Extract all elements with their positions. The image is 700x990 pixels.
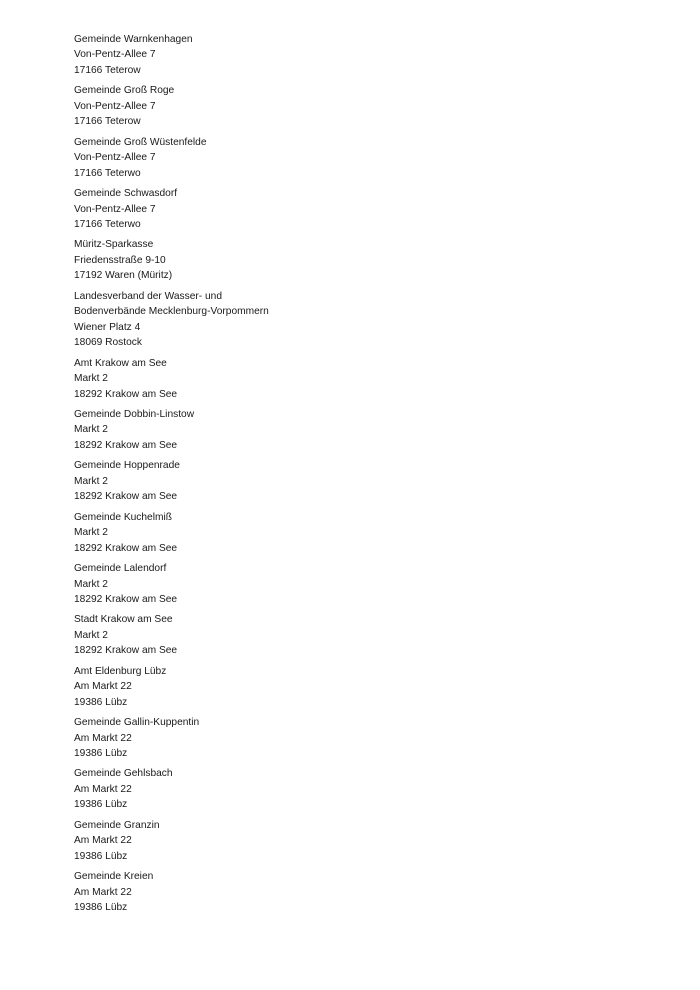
address-line: 19386 Lübz xyxy=(74,850,128,862)
address-line: 18292 Krakow am See xyxy=(74,593,178,605)
address-entry xyxy=(74,237,634,283)
address-list xyxy=(74,32,634,921)
address-recipient: Müritz-Sparkasse xyxy=(74,239,154,251)
address-recipient: Stadt Krakow am See xyxy=(74,614,173,626)
address-entry xyxy=(74,766,634,812)
address-line: 19386 Lübz xyxy=(74,748,128,760)
address-line: Markt 2 xyxy=(74,629,108,641)
address-entry xyxy=(74,664,634,710)
address-line: Markt 2 xyxy=(74,527,108,539)
address-line: 19386 Lübz xyxy=(74,902,128,914)
address-line: Von-Pentz-Allee 7 xyxy=(74,203,156,215)
address-entry xyxy=(74,32,634,78)
address-entry xyxy=(74,612,634,658)
address-line: Von-Pentz-Allee 7 xyxy=(74,49,156,61)
address-recipient: Gemeinde Schwasdorf xyxy=(74,188,178,200)
address-entry xyxy=(74,869,634,915)
address-line: Am Markt 22 xyxy=(74,886,132,898)
address-line: 18292 Krakow am See xyxy=(74,388,178,400)
address-recipient: Gemeinde Dobbin-Linstow xyxy=(74,408,195,420)
address-line: Von-Pentz-Allee 7 xyxy=(74,152,156,164)
address-line: Markt 2 xyxy=(74,475,108,487)
address-line: 19386 Lübz xyxy=(74,799,128,811)
address-entry xyxy=(74,510,634,556)
address-line: 17166 Teterwo xyxy=(74,167,141,179)
address-line: Markt 2 xyxy=(74,373,108,385)
address-line: Am Markt 22 xyxy=(74,732,132,744)
address-entry xyxy=(74,715,634,761)
address-entry xyxy=(74,818,634,864)
address-line: Am Markt 22 xyxy=(74,681,132,693)
address-entry xyxy=(74,289,634,351)
address-line: 17192 Waren (Müritz) xyxy=(74,270,173,282)
address-recipient: Gemeinde Gehlsbach xyxy=(74,768,173,780)
address-recipient: Gemeinde Groß Roge xyxy=(74,85,175,97)
address-entry xyxy=(74,356,634,402)
address-line: Markt 2 xyxy=(74,424,108,436)
address-line: 18292 Krakow am See xyxy=(74,491,178,503)
address-entry xyxy=(74,83,634,129)
address-recipient: Landesverband der Wasser- und xyxy=(74,290,222,302)
address-line: 18292 Krakow am See xyxy=(74,439,178,451)
address-line: Am Markt 22 xyxy=(74,835,132,847)
address-recipient: Gemeinde Groß Wüstenfelde xyxy=(74,136,207,148)
address-recipient: Gemeinde Lalendorf xyxy=(74,563,167,575)
address-line: 17166 Teterwo xyxy=(74,218,141,230)
address-line: 17166 Teterow xyxy=(74,116,141,128)
address-line: Wiener Platz 4 xyxy=(74,321,141,333)
address-recipient: Gemeinde Kuchelmiß xyxy=(74,511,172,523)
address-line: 19386 Lübz xyxy=(74,696,128,708)
address-recipient: Gemeinde Hoppenrade xyxy=(74,460,180,472)
address-line: Friedensstraße 9-10 xyxy=(74,254,166,266)
address-line: 18292 Krakow am See xyxy=(74,542,178,554)
address-recipient: Gemeinde Gallin-Kuppentin xyxy=(74,717,200,729)
address-recipient: Gemeinde Granzin xyxy=(74,819,160,831)
address-line: Von-Pentz-Allee 7 xyxy=(74,100,156,112)
address-recipient: Gemeinde Kreien xyxy=(74,871,154,883)
address-entry xyxy=(74,186,634,232)
address-recipient: Gemeinde Warnkenhagen xyxy=(74,34,193,45)
address-recipient: Amt Eldenburg Lübz xyxy=(74,665,167,677)
address-entry xyxy=(74,458,634,504)
address-recipient: Amt Krakow am See xyxy=(74,357,167,369)
address-entry xyxy=(74,561,634,607)
address-line: Markt 2 xyxy=(74,578,108,590)
address-line: Bodenverbände Mecklenburg-Vorpommern xyxy=(74,306,269,318)
address-entry xyxy=(74,407,634,453)
address-line: 18292 Krakow am See xyxy=(74,645,178,657)
address-line: Am Markt 22 xyxy=(74,783,132,795)
address-line: 17166 Teterow xyxy=(74,64,141,76)
address-line: 18069 Rostock xyxy=(74,337,142,349)
address-entry xyxy=(74,135,634,181)
